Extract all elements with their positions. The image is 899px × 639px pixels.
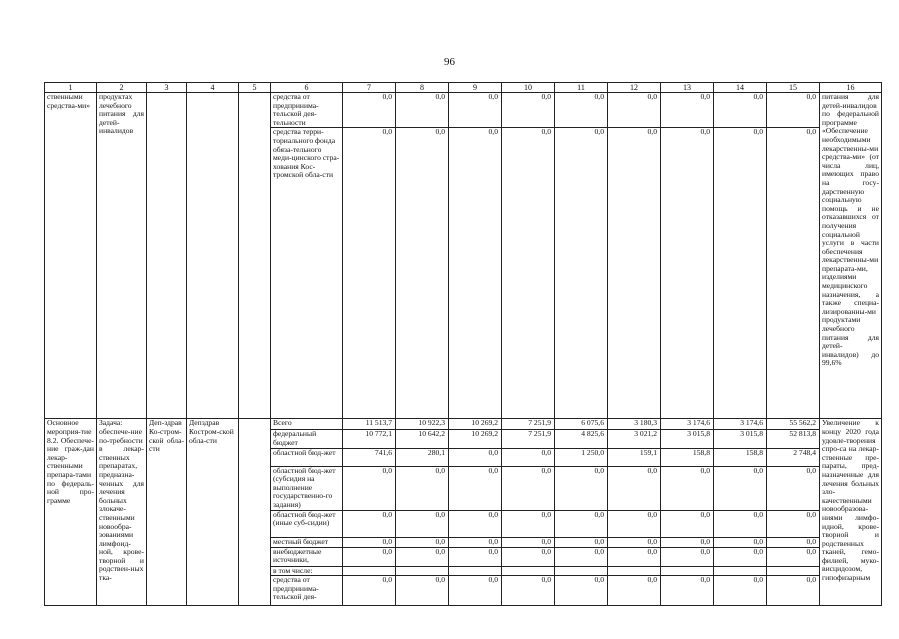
value-cell: 0,0 — [714, 537, 767, 547]
value-cell: 158,8 — [714, 448, 767, 466]
value-cell — [396, 566, 449, 576]
header-cell: 8 — [396, 83, 449, 93]
value-cell: 0,0 — [661, 93, 714, 128]
value-cell: 0,0 — [343, 510, 396, 537]
budget-table — [44, 82, 882, 606]
cell-col2: продуктах лечебного питания для детей-инвалидов — [97, 93, 147, 419]
value-cell: 0,0 — [714, 576, 767, 606]
header-cell: 6 — [271, 83, 343, 93]
value-cell: 0,0 — [502, 576, 555, 606]
value-cell: 7 251,9 — [502, 430, 555, 448]
value-cell: 7 251,9 — [502, 419, 555, 430]
cell-col1: ственными средства-ми» — [45, 93, 97, 419]
value-cell — [555, 566, 608, 576]
value-cell: 0,0 — [555, 537, 608, 547]
value-cell: 0,0 — [767, 576, 820, 606]
header-cell: 10 — [502, 83, 555, 93]
value-cell: 0,0 — [449, 537, 502, 547]
value-cell: 0,0 — [396, 128, 449, 419]
value-cell: 0,0 — [502, 537, 555, 547]
cell-col3 — [147, 93, 187, 419]
result-cell: Увеличение к концу 2020 года удовле-творения спро-са на лекар-ственные пре-параты, пред-назначенные для лечения больных зло-качественными новообразова-ниями лимфо-идной, крове-творной и родственных тканей, гемо-филией, муко-висцидозом, гипофизарным — [820, 419, 882, 606]
value-cell: 2 748,4 — [767, 448, 820, 466]
value-cell: 0,0 — [608, 547, 661, 566]
header-cell: 4 — [187, 83, 239, 93]
value-cell — [449, 566, 502, 576]
header-cell: 2 — [97, 83, 147, 93]
value-cell: 10 269,2 — [449, 430, 502, 448]
value-cell — [767, 566, 820, 576]
funding-source-cell: местный бюджет — [271, 537, 343, 547]
value-cell: 0,0 — [502, 128, 555, 419]
value-cell: 0,0 — [343, 576, 396, 606]
funding-source-cell: средства от предпринима-тельской дея- — [271, 576, 343, 606]
value-cell: 3 174,6 — [714, 419, 767, 430]
value-cell: 0,0 — [767, 466, 820, 510]
value-cell: 741,6 — [343, 448, 396, 466]
value-cell: 0,0 — [502, 93, 555, 128]
header-cell: 16 — [820, 83, 882, 93]
table-row — [45, 93, 882, 128]
value-cell: 55 562,2 — [767, 419, 820, 430]
value-cell: 6 075,6 — [555, 419, 608, 430]
header-cell: 7 — [343, 83, 396, 93]
value-cell: 3 180,3 — [608, 419, 661, 430]
cell-col4 — [187, 93, 239, 419]
value-cell: 0,0 — [343, 128, 396, 419]
value-cell: 3 174,6 — [661, 419, 714, 430]
value-cell: 0,0 — [767, 128, 820, 419]
value-cell: 0,0 — [608, 537, 661, 547]
value-cell: 0,0 — [608, 466, 661, 510]
header-cell: 14 — [714, 83, 767, 93]
value-cell: 10 922,3 — [396, 419, 449, 430]
value-cell: 0,0 — [661, 466, 714, 510]
value-cell: 0,0 — [661, 128, 714, 419]
value-cell: 0,0 — [449, 93, 502, 128]
cell-col1: Основное мероприя-тие 8.2. Обеспече-ние граж-дан лекар-ственными препара-тами по федераль-ной про-грамме — [45, 419, 97, 606]
value-cell: 0,0 — [343, 93, 396, 128]
header-cell: 5 — [239, 83, 271, 93]
value-cell: 0,0 — [449, 547, 502, 566]
value-cell: 0,0 — [343, 537, 396, 547]
value-cell: 0,0 — [449, 128, 502, 419]
value-cell: 0,0 — [396, 576, 449, 606]
table-row — [45, 419, 882, 430]
value-cell: 0,0 — [449, 576, 502, 606]
value-cell: 3 015,8 — [661, 430, 714, 448]
value-cell — [502, 566, 555, 576]
value-cell: 0,0 — [661, 510, 714, 537]
value-cell: 10 642,2 — [396, 430, 449, 448]
header-cell: 3 — [147, 83, 187, 93]
value-cell: 4 825,6 — [555, 430, 608, 448]
page-number: 96 — [444, 56, 455, 68]
cell-col3: Деп-здрав Ко-стром-ской обла-сти — [147, 419, 187, 606]
value-cell: 0,0 — [608, 576, 661, 606]
value-cell: 0,0 — [767, 510, 820, 537]
value-cell: 0,0 — [661, 576, 714, 606]
value-cell: 0,0 — [343, 466, 396, 510]
value-cell: 0,0 — [555, 547, 608, 566]
value-cell: 0,0 — [396, 547, 449, 566]
value-cell: 0,0 — [608, 93, 661, 128]
value-cell: 0,0 — [555, 576, 608, 606]
value-cell — [661, 566, 714, 576]
value-cell: 52 813,8 — [767, 430, 820, 448]
value-cell: 0,0 — [502, 448, 555, 466]
value-cell: 0,0 — [608, 510, 661, 537]
funding-source-cell: средства от предпринима-тельской дея-тельности — [271, 93, 343, 128]
value-cell: 0,0 — [767, 93, 820, 128]
value-cell — [608, 566, 661, 576]
value-cell: 0,0 — [714, 547, 767, 566]
value-cell: 0,0 — [555, 93, 608, 128]
value-cell: 1 250,0 — [555, 448, 608, 466]
funding-source-cell: Всего — [271, 419, 343, 430]
value-cell: 0,0 — [714, 510, 767, 537]
header-cell: 11 — [555, 83, 608, 93]
funding-source-cell: областной бюд-жет (иные суб-сидии) — [271, 510, 343, 537]
header-cell: 13 — [661, 83, 714, 93]
header-cell: 1 — [45, 83, 97, 93]
value-cell: 280,1 — [396, 448, 449, 466]
header-cell: 12 — [608, 83, 661, 93]
value-cell: 0,0 — [555, 510, 608, 537]
funding-source-cell: средства терри-ториального фонда обяза-тельного меди-цинского стра-хования Кос-тромской обла-сти — [271, 128, 343, 419]
cell-col5 — [239, 93, 271, 419]
value-cell: 0,0 — [767, 547, 820, 566]
cell-col4: Депздрав Костром-ской обла-сти — [187, 419, 239, 606]
value-cell — [343, 566, 396, 576]
value-cell: 0,0 — [343, 547, 396, 566]
value-cell: 0,0 — [396, 537, 449, 547]
funding-source-cell: областной бюд-жет (субсидия на выполнение государственно-го задания) — [271, 466, 343, 510]
value-cell: 3 015,8 — [714, 430, 767, 448]
cell-col5 — [239, 419, 271, 606]
value-cell: 0,0 — [714, 466, 767, 510]
value-cell: 0,0 — [767, 537, 820, 547]
value-cell: 10 269,2 — [449, 419, 502, 430]
value-cell: 0,0 — [449, 466, 502, 510]
value-cell — [714, 566, 767, 576]
value-cell: 0,0 — [502, 466, 555, 510]
value-cell: 0,0 — [714, 128, 767, 419]
value-cell: 0,0 — [555, 128, 608, 419]
value-cell: 3 021,2 — [608, 430, 661, 448]
result-cell: питания для детей-инвалидов по федеральной программе «Обеспечение необходимыми лекарственны-ми средства-ми» (от числа лиц, имеющих право на госу-дарственную социальную помощь и не отказавшихся от получения социальной услуги в части обеспечения лекарственны-ми препарата-ми, изделиями медицинского назначения, а также специа-лизированны-ми продуктами лечебного питания для детей-инвалидов) до 99,6% — [820, 93, 882, 419]
value-cell: 0,0 — [661, 537, 714, 547]
header-row — [45, 83, 882, 93]
funding-source-cell: в том числе: — [271, 566, 343, 576]
value-cell: 0,0 — [608, 128, 661, 419]
value-cell: 0,0 — [502, 510, 555, 537]
value-cell: 0,0 — [555, 466, 608, 510]
header-cell: 9 — [449, 83, 502, 93]
value-cell: 0,0 — [449, 448, 502, 466]
cell-col2: Задача: обеспече-ние по-требности в лекар-ственных препаратах, предназна-ченных для лечения больных злокаче-ственными новообра-зованиями лимфоид-ной, крове-творной и родствен-ных тка- — [97, 419, 147, 606]
funding-source-cell: областной бюд-жет — [271, 448, 343, 466]
value-cell: 0,0 — [449, 510, 502, 537]
value-cell: 0,0 — [396, 510, 449, 537]
value-cell: 0,0 — [396, 93, 449, 128]
value-cell: 0,0 — [661, 547, 714, 566]
value-cell: 158,8 — [661, 448, 714, 466]
header-cell: 15 — [767, 83, 820, 93]
value-cell: 11 513,7 — [343, 419, 396, 430]
value-cell: 0,0 — [396, 466, 449, 510]
funding-source-cell: внебюджетные источники, — [271, 547, 343, 566]
value-cell: 0,0 — [502, 547, 555, 566]
value-cell: 10 772,1 — [343, 430, 396, 448]
funding-source-cell: федеральный бюджет — [271, 430, 343, 448]
value-cell: 159,1 — [608, 448, 661, 466]
value-cell: 0,0 — [714, 93, 767, 128]
